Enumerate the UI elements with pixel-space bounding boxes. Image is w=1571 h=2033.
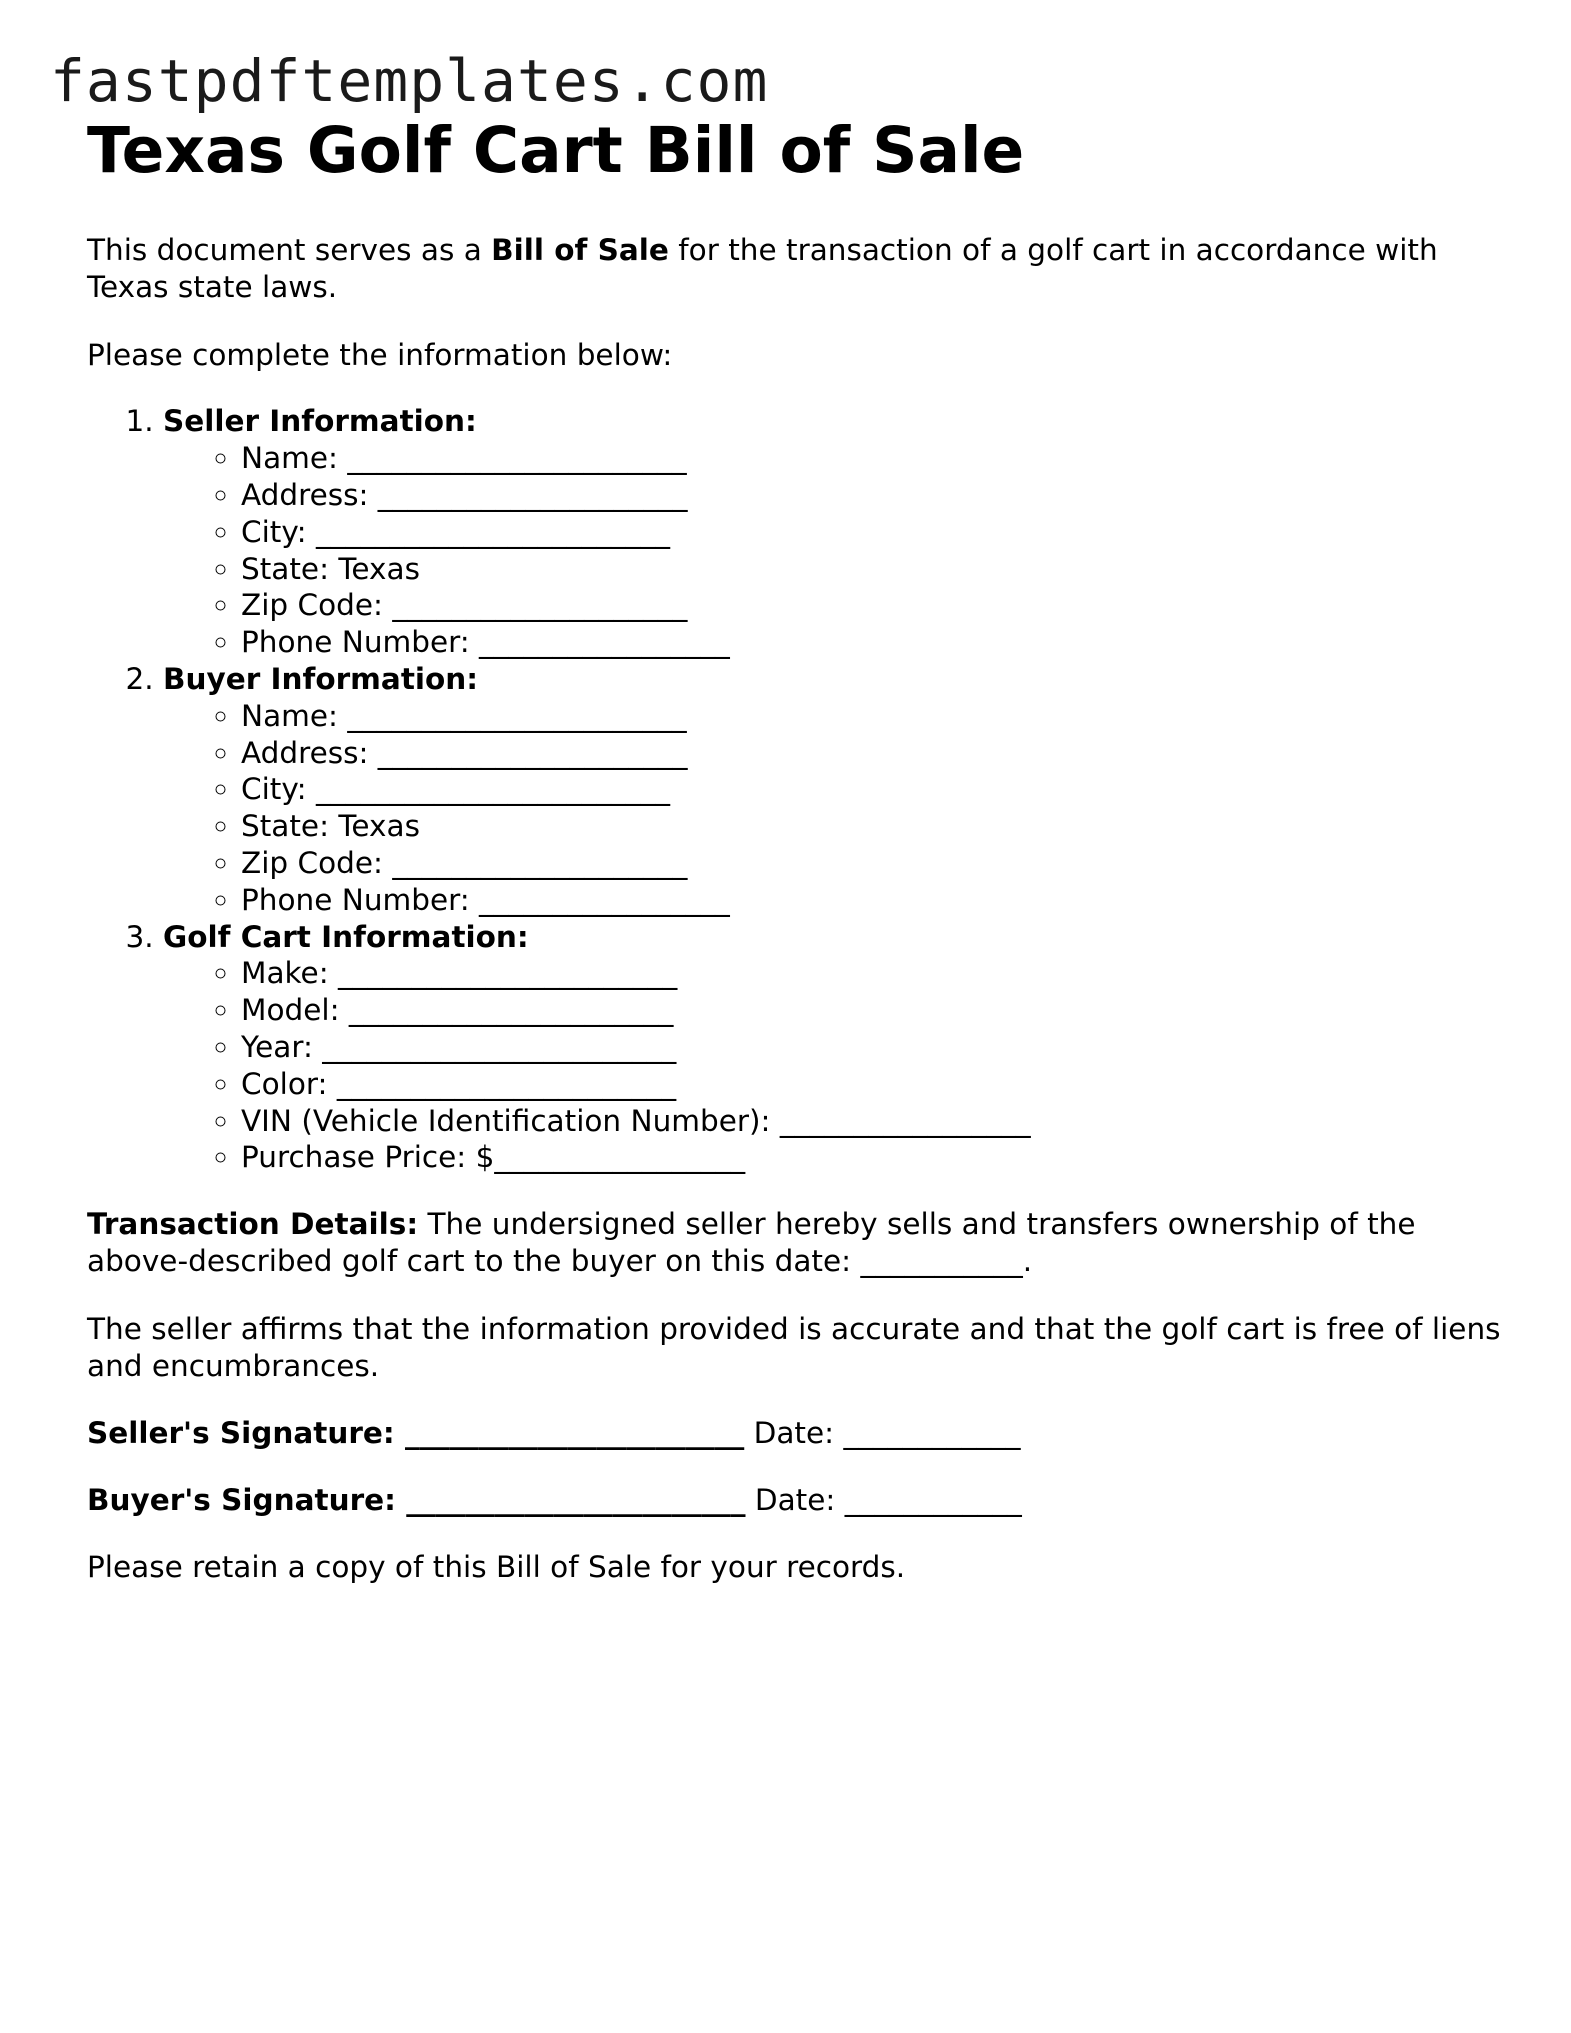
buyer-state-field: ◦ State: Texas <box>241 808 1507 845</box>
cart-vin-field: ◦ VIN (Vehicle Identification Number): _________________ <box>241 1103 1507 1140</box>
sections-list <box>87 403 1507 1176</box>
section-title: Seller Information: <box>163 404 477 439</box>
seller-signature-label: Seller's Signature: _______________________ <box>87 1416 745 1451</box>
buyer-zip-field: ◦ Zip Code: ____________________ <box>241 845 1507 882</box>
seller-zip-field: ◦ Zip Code: ____________________ <box>241 587 1507 624</box>
retain-notice: Please retain a copy of this Bill of Sale for your records. <box>87 1549 906 1584</box>
section-seller <box>163 403 1507 661</box>
cart-make-field: ◦ Make: _______________________ <box>241 955 1507 992</box>
cart-model-field: ◦ Model: ______________________ <box>241 992 1507 1029</box>
seller-name-field: ◦ Name: _______________________ <box>241 440 1507 477</box>
buyer-phone-field: ◦ Phone Number: _________________ <box>241 882 1507 919</box>
watermark-text: fastpdftemplates.com <box>50 47 769 115</box>
buyer-city-field: ◦ City: ________________________ <box>241 771 1507 808</box>
seller-city-field: ◦ City: ________________________ <box>241 514 1507 551</box>
transaction-text: The undersigned seller hereby sells and transfers ownership of the above-described golf cart to the buyer on this date: ___________. <box>87 1207 1416 1278</box>
section-buyer <box>163 661 1507 919</box>
instructions-text: Please complete the information below: <box>87 337 673 372</box>
transaction-label: Transaction Details: <box>87 1207 419 1242</box>
intro-text-end: for the transaction of a golf cart in accordance with Texas state laws. <box>87 233 1438 304</box>
buyer-signature-date: Date: ____________ <box>745 1483 1022 1518</box>
cart-year-field: ◦ Year: ________________________ <box>241 1029 1507 1066</box>
seller-phone-field: ◦ Phone Number: _________________ <box>241 624 1507 661</box>
transaction-details <box>87 1206 1507 1280</box>
intro-paragraph <box>87 232 1507 306</box>
document-body <box>87 108 1507 1586</box>
buyer-fields <box>163 698 1507 919</box>
buyer-address-field: ◦ Address: _____________________ <box>241 735 1507 772</box>
seller-fields <box>163 440 1507 661</box>
intro-bold-term: Bill of Sale <box>491 233 669 267</box>
seller-signature-date: Date: ____________ <box>744 1416 1021 1451</box>
seller-signature-line <box>87 1415 1507 1452</box>
cart-color-field: ◦ Color: _______________________ <box>241 1066 1507 1103</box>
affirmation-text: The seller affirms that the information provided is accurate and that the golf cart is free of liens and encumbrances. <box>87 1311 1501 1383</box>
buyer-signature-line <box>87 1482 1507 1519</box>
document-title: Texas Golf Cart Bill of Sale <box>87 114 1025 187</box>
golf-cart-fields <box>163 955 1507 1176</box>
section-title: Buyer Information: <box>163 661 479 696</box>
buyer-signature-label: Buyer's Signature: _______________________ <box>87 1483 746 1518</box>
intro-text-start: This document serves as a <box>87 233 492 267</box>
seller-state-field: ◦ State: Texas <box>241 551 1507 588</box>
buyer-name-field: ◦ Name: _______________________ <box>241 698 1507 735</box>
section-golf-cart <box>163 919 1507 1177</box>
cart-price-field: ◦ Purchase Price: $_________________ <box>241 1139 1507 1176</box>
section-title: Golf Cart Information: <box>163 919 529 954</box>
seller-address-field: ◦ Address: _____________________ <box>241 477 1507 514</box>
